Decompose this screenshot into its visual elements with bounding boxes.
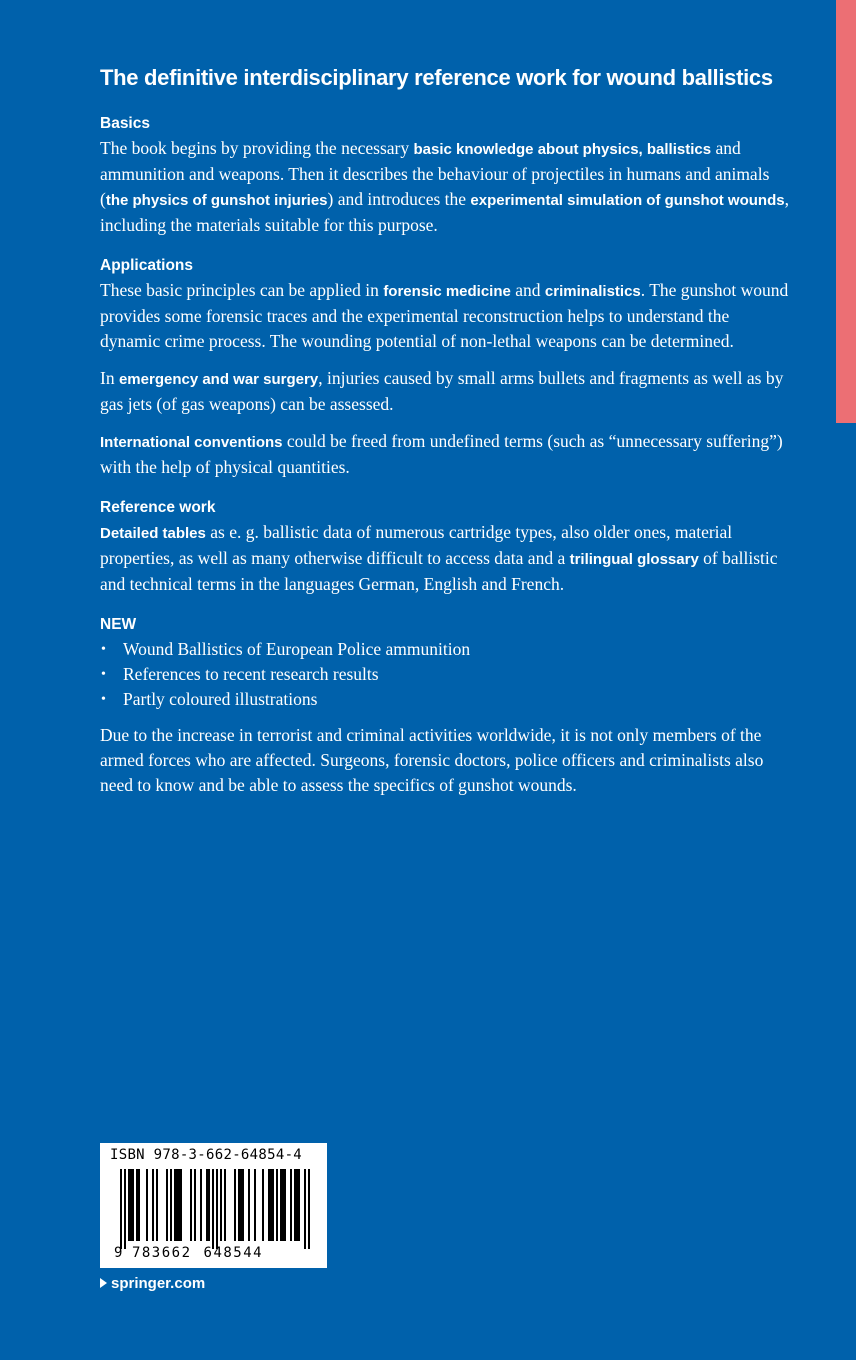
barcode-bar bbox=[224, 1169, 226, 1241]
barcode-bar bbox=[124, 1169, 126, 1249]
barcode-bars bbox=[108, 1169, 318, 1251]
barcode-bar bbox=[206, 1169, 210, 1241]
barcode-bar bbox=[194, 1169, 196, 1241]
isbn-label: ISBN 978-3-662-64854-4 bbox=[110, 1147, 303, 1163]
accent-strip bbox=[836, 0, 856, 423]
basics-paragraph: The book begins by providing the necessary basic knowledge about physics, ballistics and ammunition and weapons. Then it describes the behaviour of projectiles in humans and animals (the physics of gunshot injuries) and introduces the experimental simulation of gunshot wounds, including the materials suitable for this purpose. bbox=[100, 138, 789, 235]
surgery-paragraph: In emergency and war surgery, injuries caused by small arms bullets and fragments as well as by gas jets (of gas weapons) can be assessed. bbox=[100, 368, 784, 414]
barcode-bar bbox=[254, 1169, 256, 1241]
section-heading-new: NEW bbox=[100, 616, 137, 633]
barcode-bar bbox=[290, 1169, 292, 1241]
isbn-barcode bbox=[100, 1143, 327, 1268]
barcode-bar bbox=[304, 1169, 306, 1249]
barcode-bar bbox=[136, 1169, 140, 1241]
conventions-paragraph: International conventions could be freed from undefined terms (such as “unnecessary suffering”) with the help of physical quantities. bbox=[100, 431, 783, 477]
applications-paragraph: These basic principles can be applied in forensic medicine and criminalistics. The gunshot wound provides some forensic traces and the experimental reconstruction helps to understand the dynamic crime process. The wounding potential of non-lethal weapons can be determined. bbox=[100, 280, 789, 351]
barcode-bar bbox=[248, 1169, 250, 1241]
barcode-bar bbox=[308, 1169, 310, 1249]
list-item: • Partly coloured illustrations bbox=[100, 687, 790, 712]
barcode-bar bbox=[174, 1169, 182, 1241]
barcode-bar bbox=[190, 1169, 192, 1241]
barcode-bar bbox=[170, 1169, 172, 1241]
barcode-bar bbox=[156, 1169, 158, 1241]
barcode-bar bbox=[146, 1169, 148, 1241]
arrow-icon bbox=[100, 1278, 107, 1288]
publisher-url: springer.com bbox=[111, 1275, 206, 1292]
barcode-bar bbox=[220, 1169, 222, 1241]
barcode-bar bbox=[128, 1169, 134, 1241]
section-heading-applications: Applications bbox=[100, 257, 194, 274]
barcode-bar bbox=[234, 1169, 236, 1241]
barcode-bar bbox=[152, 1169, 154, 1241]
barcode-bar bbox=[280, 1169, 286, 1241]
list-item: • References to recent research results bbox=[100, 662, 790, 687]
barcode-bar bbox=[200, 1169, 202, 1241]
barcode-digits: 9 783662 648544 bbox=[114, 1245, 264, 1261]
barcode-bar bbox=[262, 1169, 264, 1241]
barcode-bar bbox=[120, 1169, 122, 1249]
publisher-link[interactable] bbox=[100, 1274, 205, 1294]
headline: The definitive interdisciplinary reference work for wound ballistics bbox=[100, 65, 773, 90]
barcode-bar bbox=[216, 1169, 218, 1249]
barcode-bar bbox=[238, 1169, 244, 1241]
barcode-bar bbox=[294, 1169, 300, 1241]
barcode-bar bbox=[276, 1169, 278, 1241]
barcode-bar bbox=[268, 1169, 274, 1241]
barcode-bar bbox=[166, 1169, 168, 1241]
closing-paragraph: Due to the increase in terrorist and criminal activities worldwide, it is not only members of the armed forces who are affected. Surgeons, forensic doctors, police officers and criminalists also need to know and be able to assess the specifics of gunshot wounds. bbox=[100, 725, 764, 795]
reference-paragraph: Detailed tables as e. g. ballistic data of numerous cartridge types, also older ones, material properties, as well as many otherwise difficult to access data and a trilingual glossary of ballistic and technical terms in the languages German, English and French. bbox=[100, 522, 778, 594]
section-heading-basics: Basics bbox=[100, 115, 150, 132]
barcode-bar bbox=[212, 1169, 214, 1249]
section-heading-reference: Reference work bbox=[100, 499, 216, 516]
new-features-list bbox=[100, 637, 790, 712]
back-cover-text bbox=[100, 62, 790, 810]
list-item: • Wound Ballistics of European Police ammunition bbox=[100, 637, 790, 662]
